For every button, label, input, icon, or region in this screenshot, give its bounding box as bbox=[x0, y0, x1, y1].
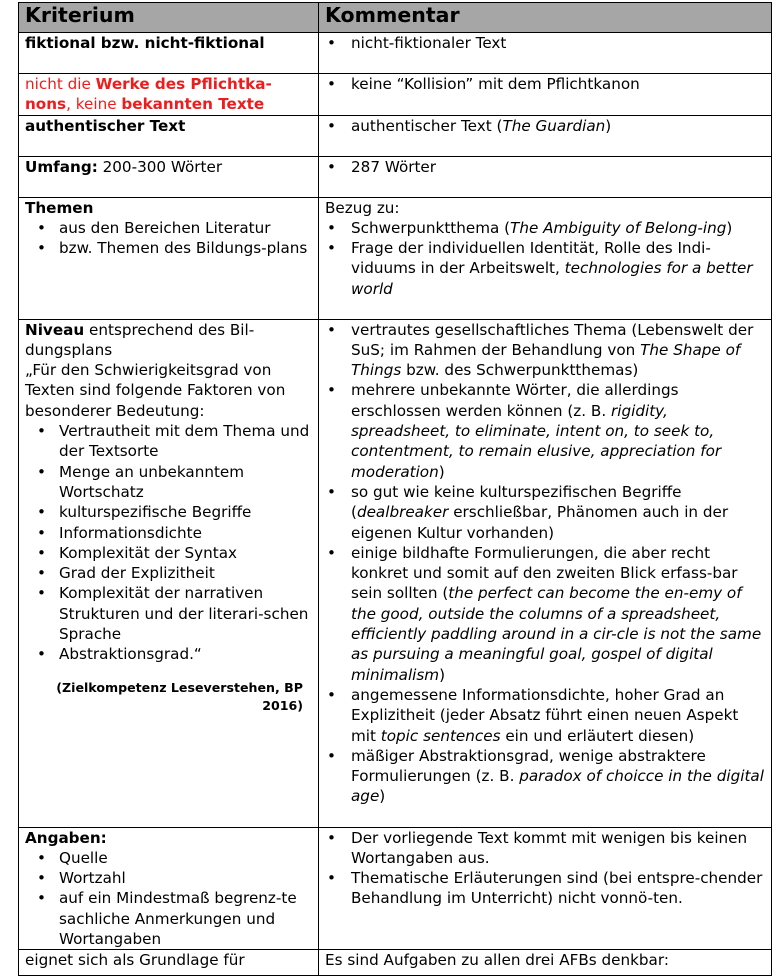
criterion-fiktional: fiktional bzw. nicht-fiktional bbox=[19, 33, 319, 74]
criterion-text: entsprechend des Bil-dungsplans bbox=[25, 320, 255, 359]
comment-cell bbox=[319, 197, 772, 319]
header-kriterium: Kriterium bbox=[19, 3, 319, 33]
comment-text: Frage der individuellen Identität, Rolle des Indi-viduums in der Arbeitswelt, bbox=[351, 239, 711, 278]
comment-text: bzw. des Schwerpunktthemas) bbox=[401, 361, 639, 380]
comment-cell bbox=[319, 33, 772, 74]
comment-cell bbox=[319, 827, 772, 950]
table-row bbox=[19, 827, 772, 950]
comment-text: ) bbox=[379, 787, 386, 806]
criterion-label: Themen bbox=[25, 198, 94, 217]
criterion-grundlage: eignet sich als Grundlage für bbox=[19, 950, 319, 976]
niveau-intro bbox=[25, 320, 315, 361]
list-item bbox=[325, 238, 768, 299]
source-citation: (Zielkompetenz Leseverstehen, BP 2016) bbox=[56, 679, 303, 713]
comment-intro: Bezug zu: bbox=[325, 198, 400, 217]
list-item: • auf ein Mindestmaß begrenz-te sachliche Anmerkungen und Wortangaben bbox=[25, 888, 315, 949]
list-item: • Quelle bbox=[25, 848, 315, 868]
list-item bbox=[325, 746, 768, 807]
table-header-row bbox=[19, 3, 772, 33]
comment-text: authentischer Text ( bbox=[351, 116, 503, 135]
list-item: • Abstraktionsgrad.“ bbox=[25, 644, 315, 664]
comment-italic: technologies for a better world bbox=[351, 259, 753, 298]
comment-cell bbox=[319, 74, 772, 116]
list-item: • Thematische Erläuterungen sind (bei entspre-chender Behandlung im Unterricht) nicht vonnö-ten. bbox=[325, 868, 768, 909]
criterion-emphasis: Werke des Pflichtka-nons bbox=[25, 75, 272, 114]
comment-fiktional: • nicht-fiktionaler Text bbox=[325, 33, 768, 53]
list-item: • Komplexität der Syntax bbox=[25, 543, 315, 563]
comment-text: ) bbox=[439, 665, 446, 684]
comment-italic: rigidity, spreadsheet, to eliminate, intent on, to seek to, contentment, to remain elusive, appreciation for moderation bbox=[351, 401, 722, 481]
list-item: • Menge an unbekanntem Wortschatz bbox=[25, 462, 315, 503]
comment-text: ein und erläutert diesen) bbox=[500, 726, 695, 745]
list-item bbox=[325, 218, 768, 238]
comment-text: ) bbox=[605, 116, 612, 135]
comment-text: ) bbox=[726, 218, 733, 237]
comment-italic: the perfect can become the en-emy of the good, outside the columns of a spreadsheet, efficiently paddling around in a cir-cle is not the same as pursuing a meaningful goal, gospel of digital minimalism bbox=[351, 584, 762, 684]
comment-italic: The Ambiguity of Belong-ing bbox=[510, 218, 727, 237]
comment-text: einige bildhafte Formulierungen, die aber recht konkret und somit auf den zweiten Blick erfass-bar sein sollten ( bbox=[351, 543, 738, 603]
comment-italic: paradox of choicce in the digital age bbox=[351, 767, 764, 806]
comment-italic: The Guardian bbox=[502, 116, 606, 135]
criterion-niveau bbox=[19, 319, 319, 827]
comment-text: vertrautes gesellschaftliches Thema (Lebenswelt der SuS; im Rahmen der Behandlung von bbox=[351, 320, 754, 359]
comment-text: ) bbox=[438, 462, 445, 481]
comment-italic: The Shape of Things bbox=[351, 340, 741, 380]
list-item: • Komplexität der narrativen Strukturen und der literari-schen Sprache bbox=[25, 583, 315, 644]
table-row bbox=[19, 156, 772, 197]
criterion-authentisch: authentischer Text bbox=[19, 115, 319, 156]
criterion-label: Niveau bbox=[25, 320, 85, 339]
table-row bbox=[19, 319, 772, 827]
niveau-quote: „Für den Schwierigkeitsgrad von Texten sind folgende Faktoren von besonderer Bedeutung: bbox=[25, 361, 286, 420]
table-row bbox=[19, 115, 772, 156]
criteria-table bbox=[18, 2, 772, 976]
comment-umfang: • 287 Wörter bbox=[325, 157, 768, 177]
comment-pflichtkanon: • keine “Kollision” mit dem Pflichtkanon bbox=[325, 74, 768, 94]
list-item: • aus den Bereichen Literatur bbox=[25, 218, 315, 238]
criterion-value: 200-300 Wörter bbox=[97, 157, 223, 176]
criterion-pflichtkanon bbox=[19, 74, 319, 116]
header-kommentar: Kommentar bbox=[319, 3, 772, 33]
table-row bbox=[19, 33, 772, 74]
comment-text: Schwerpunktthema ( bbox=[351, 218, 511, 237]
comment-text: mäßiger Abstraktionsgrad, wenige abstraktere Formulierungen (z. B. bbox=[351, 746, 706, 786]
comment-text: so gut wie keine kulturspezifischen Begriffe ( bbox=[351, 482, 682, 522]
list-item: • Informationsdichte bbox=[25, 523, 315, 543]
criterion-themen bbox=[19, 197, 319, 319]
list-item: • Grad der Explizitheit bbox=[25, 563, 315, 583]
criterion-angaben bbox=[19, 827, 319, 950]
list-item bbox=[325, 482, 768, 543]
criterion-label: Angaben: bbox=[25, 828, 107, 847]
list-item: • Der vorliegende Text kommt mit wenigen bis keinen Wortangaben aus. bbox=[325, 828, 768, 869]
criterion-text: , keine bbox=[66, 95, 122, 114]
comment-authentisch bbox=[325, 116, 768, 136]
comment-italic: dealbreaker bbox=[356, 503, 449, 522]
list-item: • bzw. Themen des Bildungs-plans bbox=[25, 238, 315, 258]
list-item bbox=[325, 685, 768, 746]
comment-grundlage: Es sind Aufgaben zu allen drei AFBs denkbar: bbox=[319, 950, 772, 976]
criterion-emphasis: bekannten Texte bbox=[121, 95, 265, 114]
comment-cell bbox=[319, 319, 772, 827]
criterion-text: nicht die bbox=[25, 75, 96, 93]
table-row bbox=[19, 197, 772, 319]
list-item bbox=[325, 380, 768, 481]
comment-cell bbox=[319, 156, 772, 197]
list-item bbox=[325, 543, 768, 685]
list-item bbox=[325, 320, 768, 381]
comment-text: mehrere unbekannte Wörter, die allerdings erschlossen werden können (z. B. bbox=[351, 381, 679, 420]
comment-italic: topic sentences bbox=[380, 726, 501, 745]
comment-text: angemessene Informationsdichte, hoher Grad an Explizitheit (jeder Absatz führt einen neuen Aspekt mit bbox=[351, 685, 739, 745]
criterion-umfang bbox=[19, 156, 319, 197]
list-item: • Wortzahl bbox=[25, 868, 315, 888]
criterion-label: Umfang: bbox=[25, 157, 98, 176]
list-item: • kulturspezifische Begriffe bbox=[25, 502, 315, 522]
comment-text: erschließbar, Phänomen auch in der eigenen Kultur vorhanden) bbox=[351, 503, 729, 542]
comment-cell bbox=[319, 115, 772, 156]
table-row bbox=[19, 74, 772, 116]
table-row bbox=[19, 950, 772, 976]
list-item: • Vertrautheit mit dem Thema und der Textsorte bbox=[25, 421, 315, 462]
